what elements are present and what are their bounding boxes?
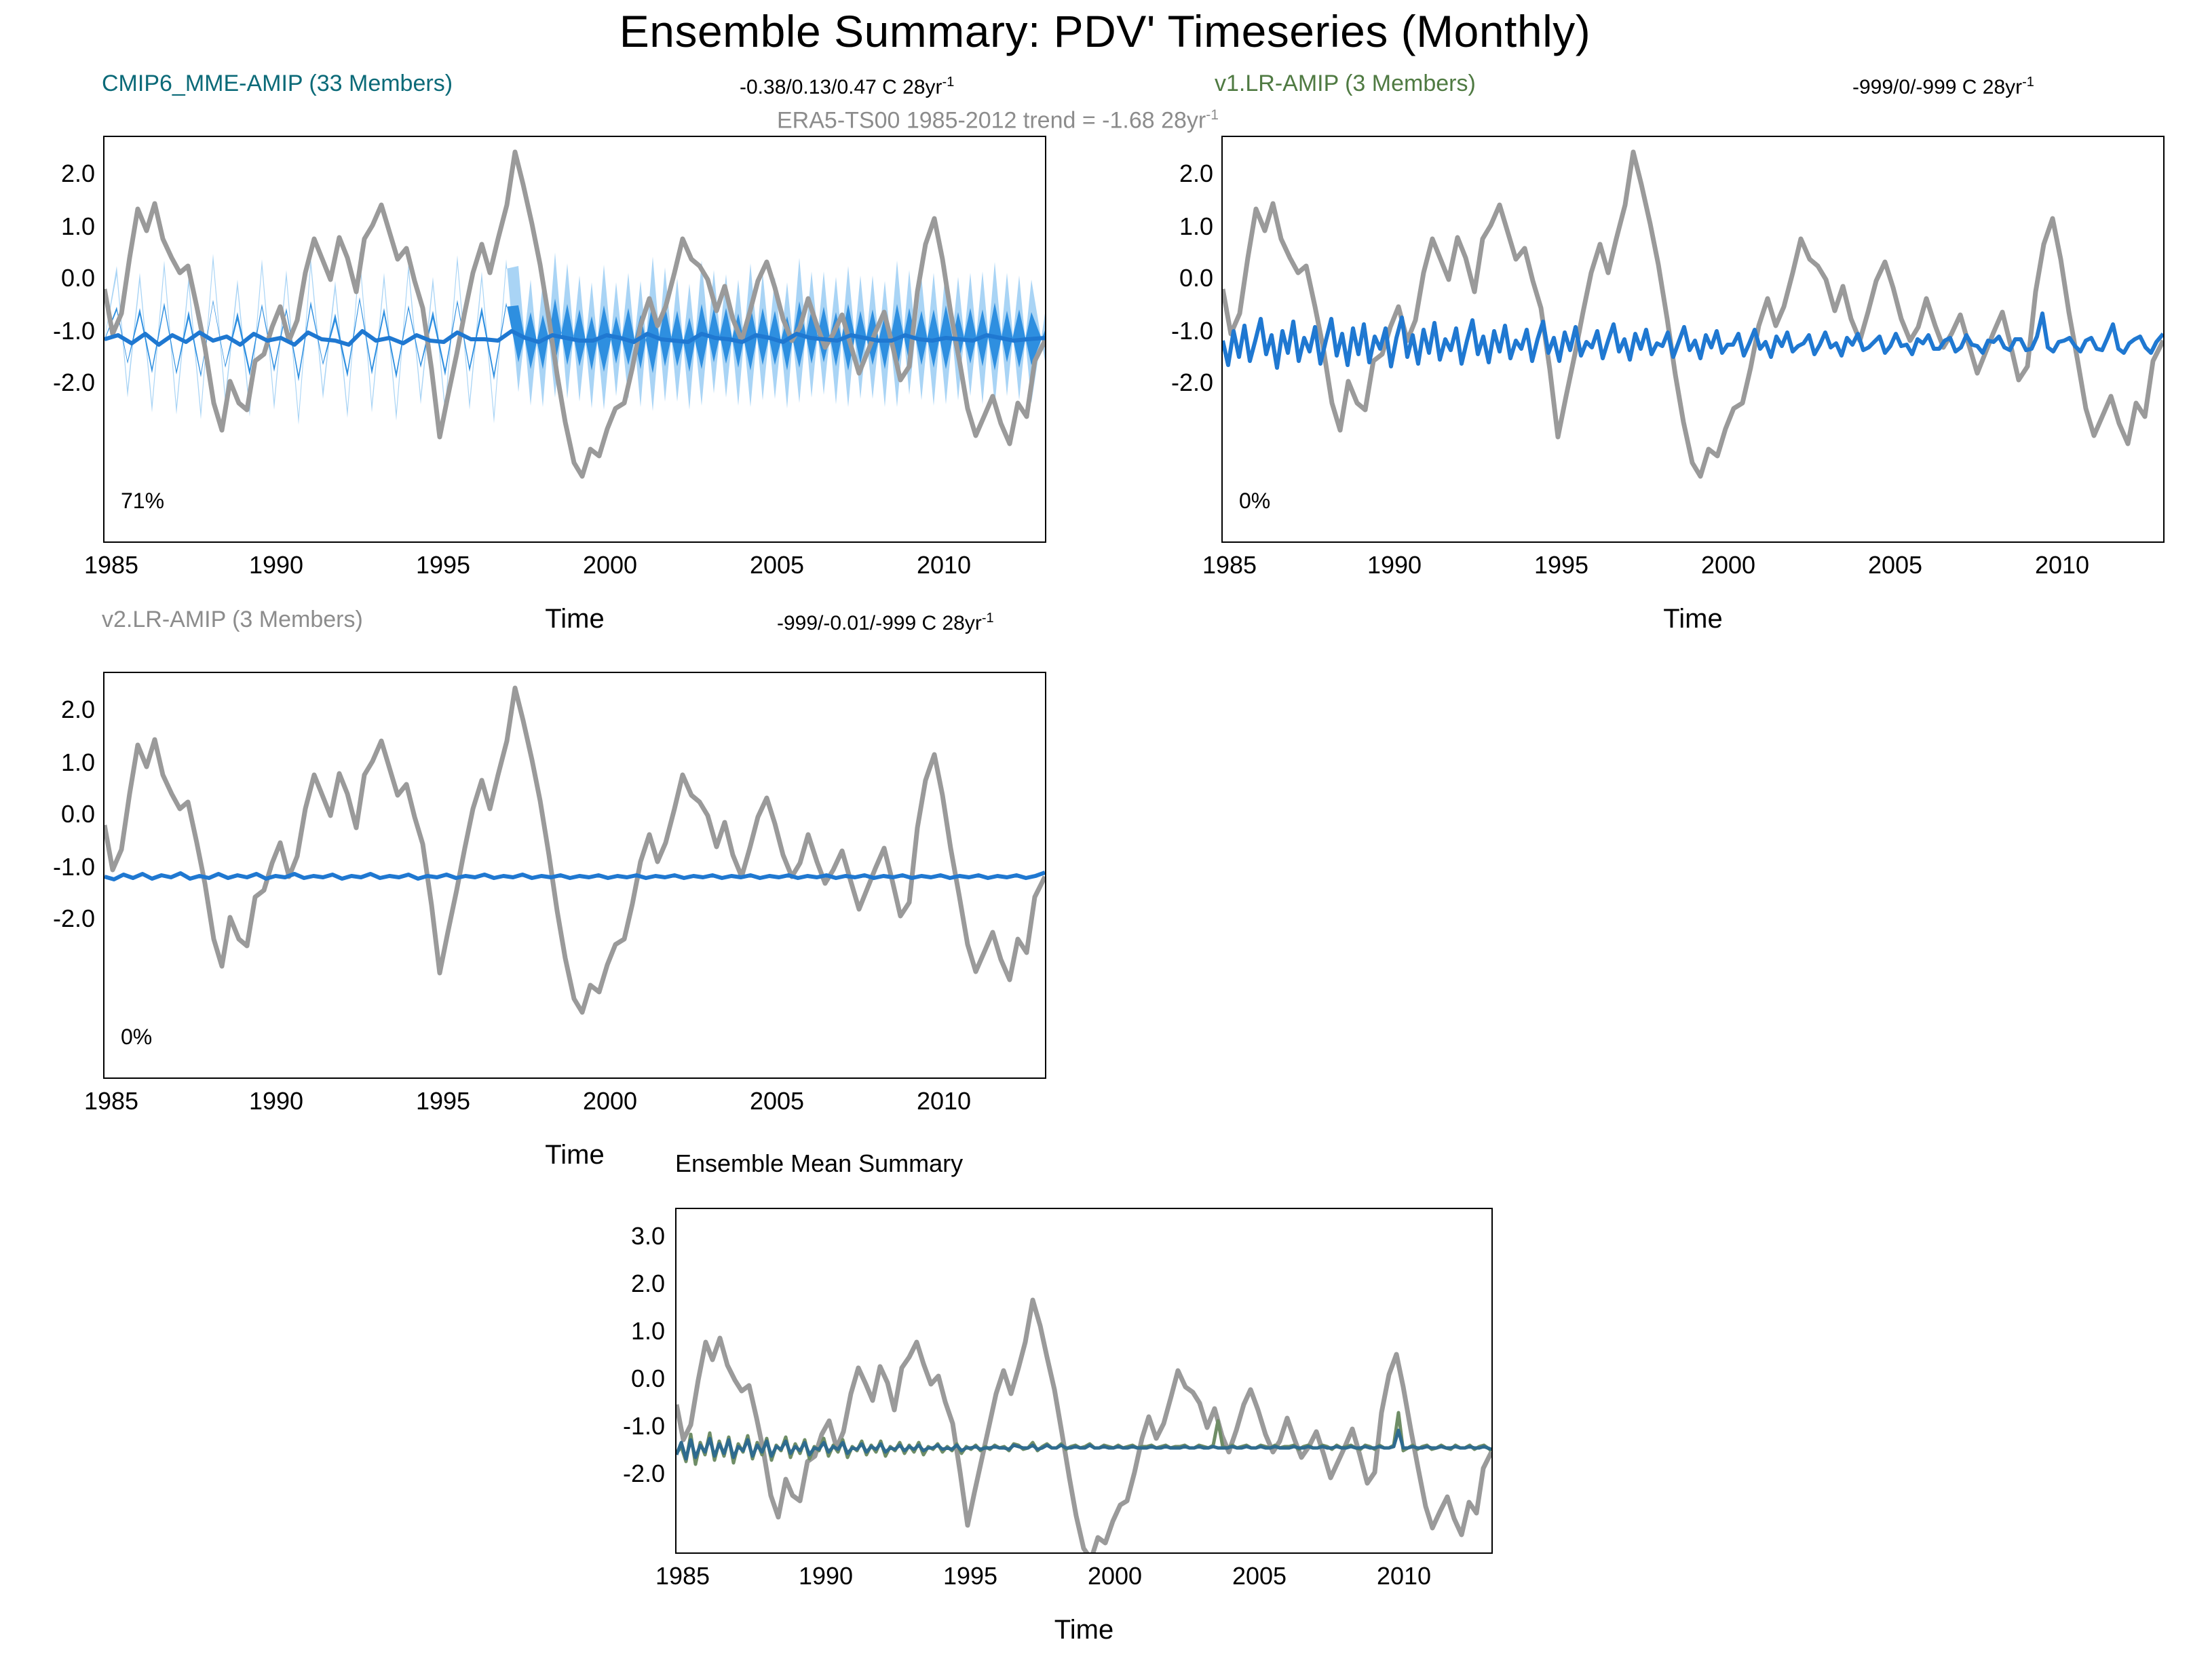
- panel-stat-v1: [1852, 75, 2034, 99]
- xtick-summary-0: 1985: [655, 1562, 710, 1590]
- panel-title-cmip6: CMIP6_MME-AMIP (33 Members): [102, 71, 453, 96]
- ytick-v2-0: 2.0: [60, 695, 95, 723]
- xtick-v1-0: 1985: [1202, 551, 1257, 579]
- xtick-v1-3: 2000: [1700, 551, 1756, 579]
- ytick-summary-2: 1.0: [630, 1317, 665, 1345]
- xtick-v2-4: 2005: [749, 1087, 805, 1115]
- ytick-cmip6-2: 0.0: [60, 264, 95, 292]
- panel-stat-v2: [777, 611, 994, 635]
- xtick-summary-3: 2000: [1087, 1562, 1143, 1590]
- obs-trend-note-text: ERA5-TS00 1985-2012 trend = -1.68 28yr: [777, 107, 1206, 134]
- panel-stat-v1-sup: -1: [2022, 75, 2034, 90]
- xaxis-label-v2: Time: [545, 1140, 605, 1170]
- xtick-cmip6-3: 2000: [582, 551, 638, 579]
- ytick-summary-1: 2.0: [630, 1269, 665, 1297]
- page-title: Ensemble Summary: PDV' Timeseries (Monthly): [619, 6, 1591, 56]
- ytick-summary-4: -1.0: [622, 1412, 665, 1440]
- ytick-summary-5: -2.0: [622, 1459, 665, 1487]
- summary-obs-line: [677, 1300, 1491, 1552]
- xtick-summary-5: 2010: [1376, 1562, 1432, 1590]
- ytick-v2-3: -1.0: [52, 853, 95, 881]
- xtick-v2-0: 1985: [83, 1087, 139, 1115]
- xtick-v2-3: 2000: [582, 1087, 638, 1115]
- xtick-cmip6-2: 1995: [415, 551, 471, 579]
- xtick-summary-2: 1995: [942, 1562, 998, 1590]
- ytick-v1-0: 2.0: [1179, 159, 1213, 187]
- pct-label-cmip6: 71%: [121, 489, 165, 513]
- panel-stat-cmip6-text: -0.38/0.13/0.47 C 28yr: [740, 76, 942, 98]
- ytick-cmip6-0: 2.0: [60, 159, 95, 187]
- obs-trend-note-sup: -1: [1206, 107, 1219, 123]
- xtick-v1-1: 1990: [1367, 551, 1422, 579]
- ytick-v1-1: 1.0: [1179, 212, 1213, 240]
- panel-stat-v2-text: -999/-0.01/-999 C 28yr: [777, 612, 982, 634]
- xtick-v1-2: 1995: [1533, 551, 1589, 579]
- xtick-cmip6-0: 1985: [83, 551, 139, 579]
- panel-v1: [1113, 61, 2205, 634]
- ytick-summary-0: 3.0: [630, 1222, 665, 1250]
- pct-label-v1: 0%: [1239, 489, 1271, 513]
- plot-area-v2: [103, 672, 1046, 1079]
- xaxis-label-v1: Time: [1663, 604, 1723, 634]
- panel-title-v1: v1.LR-AMIP (3 Members): [1215, 71, 1476, 96]
- plot-area-cmip6: [103, 136, 1046, 543]
- v1-obs-line: [1223, 152, 2163, 476]
- xtick-summary-1: 1990: [798, 1562, 854, 1590]
- ytick-summary-3: 0.0: [630, 1364, 665, 1392]
- xaxis-label-summary: Time: [1054, 1615, 1114, 1645]
- plot-area-summary: [675, 1208, 1493, 1554]
- xtick-cmip6-5: 2010: [916, 551, 972, 579]
- xtick-summary-4: 2005: [1232, 1562, 1287, 1590]
- xtick-v1-5: 2010: [2034, 551, 2090, 579]
- v2-obs-line: [104, 688, 1045, 1012]
- xtick-v1-4: 2005: [1867, 551, 1923, 579]
- pct-label-v2: 0%: [121, 1025, 153, 1049]
- xtick-v2-2: 1995: [415, 1087, 471, 1115]
- ytick-v1-4: -2.0: [1170, 368, 1213, 396]
- ytick-v2-2: 0.0: [60, 800, 95, 828]
- panel-stat-cmip6: [740, 75, 954, 99]
- xtick-v2-5: 2010: [916, 1087, 972, 1115]
- cmip6-obs-line: [104, 152, 1045, 476]
- ytick-v2-1: 1.0: [60, 748, 95, 776]
- panel-title-summary: Ensemble Mean Summary: [675, 1149, 964, 1177]
- panel-title-v2: v2.LR-AMIP (3 Members): [102, 607, 363, 632]
- xtick-cmip6-1: 1990: [248, 551, 304, 579]
- panel-summary: [556, 1140, 1656, 1656]
- xaxis-label-cmip6: Time: [545, 604, 605, 634]
- xtick-v2-1: 1990: [248, 1087, 304, 1115]
- ytick-cmip6-3: -1.0: [52, 317, 95, 345]
- summary-v1-mean-line: [677, 1430, 1491, 1459]
- summary-v2-mean-line: [677, 1413, 1491, 1464]
- ytick-cmip6-1: 1.0: [60, 212, 95, 240]
- panel-stat-v2-sup: -1: [981, 611, 994, 626]
- ytick-v1-2: 0.0: [1179, 264, 1213, 292]
- ytick-cmip6-4: -2.0: [52, 368, 95, 396]
- ytick-v1-3: -1.0: [1170, 317, 1213, 345]
- v2-mean-line: [104, 873, 1045, 879]
- plot-area-v1: [1221, 136, 2165, 543]
- panel-stat-cmip6-sup: -1: [942, 75, 955, 90]
- v1-mean-line: [1223, 313, 2163, 368]
- xtick-cmip6-4: 2005: [749, 551, 805, 579]
- panel-stat-v1-text: -999/0/-999 C 28yr: [1852, 76, 2023, 98]
- ytick-v2-4: -2.0: [52, 904, 95, 932]
